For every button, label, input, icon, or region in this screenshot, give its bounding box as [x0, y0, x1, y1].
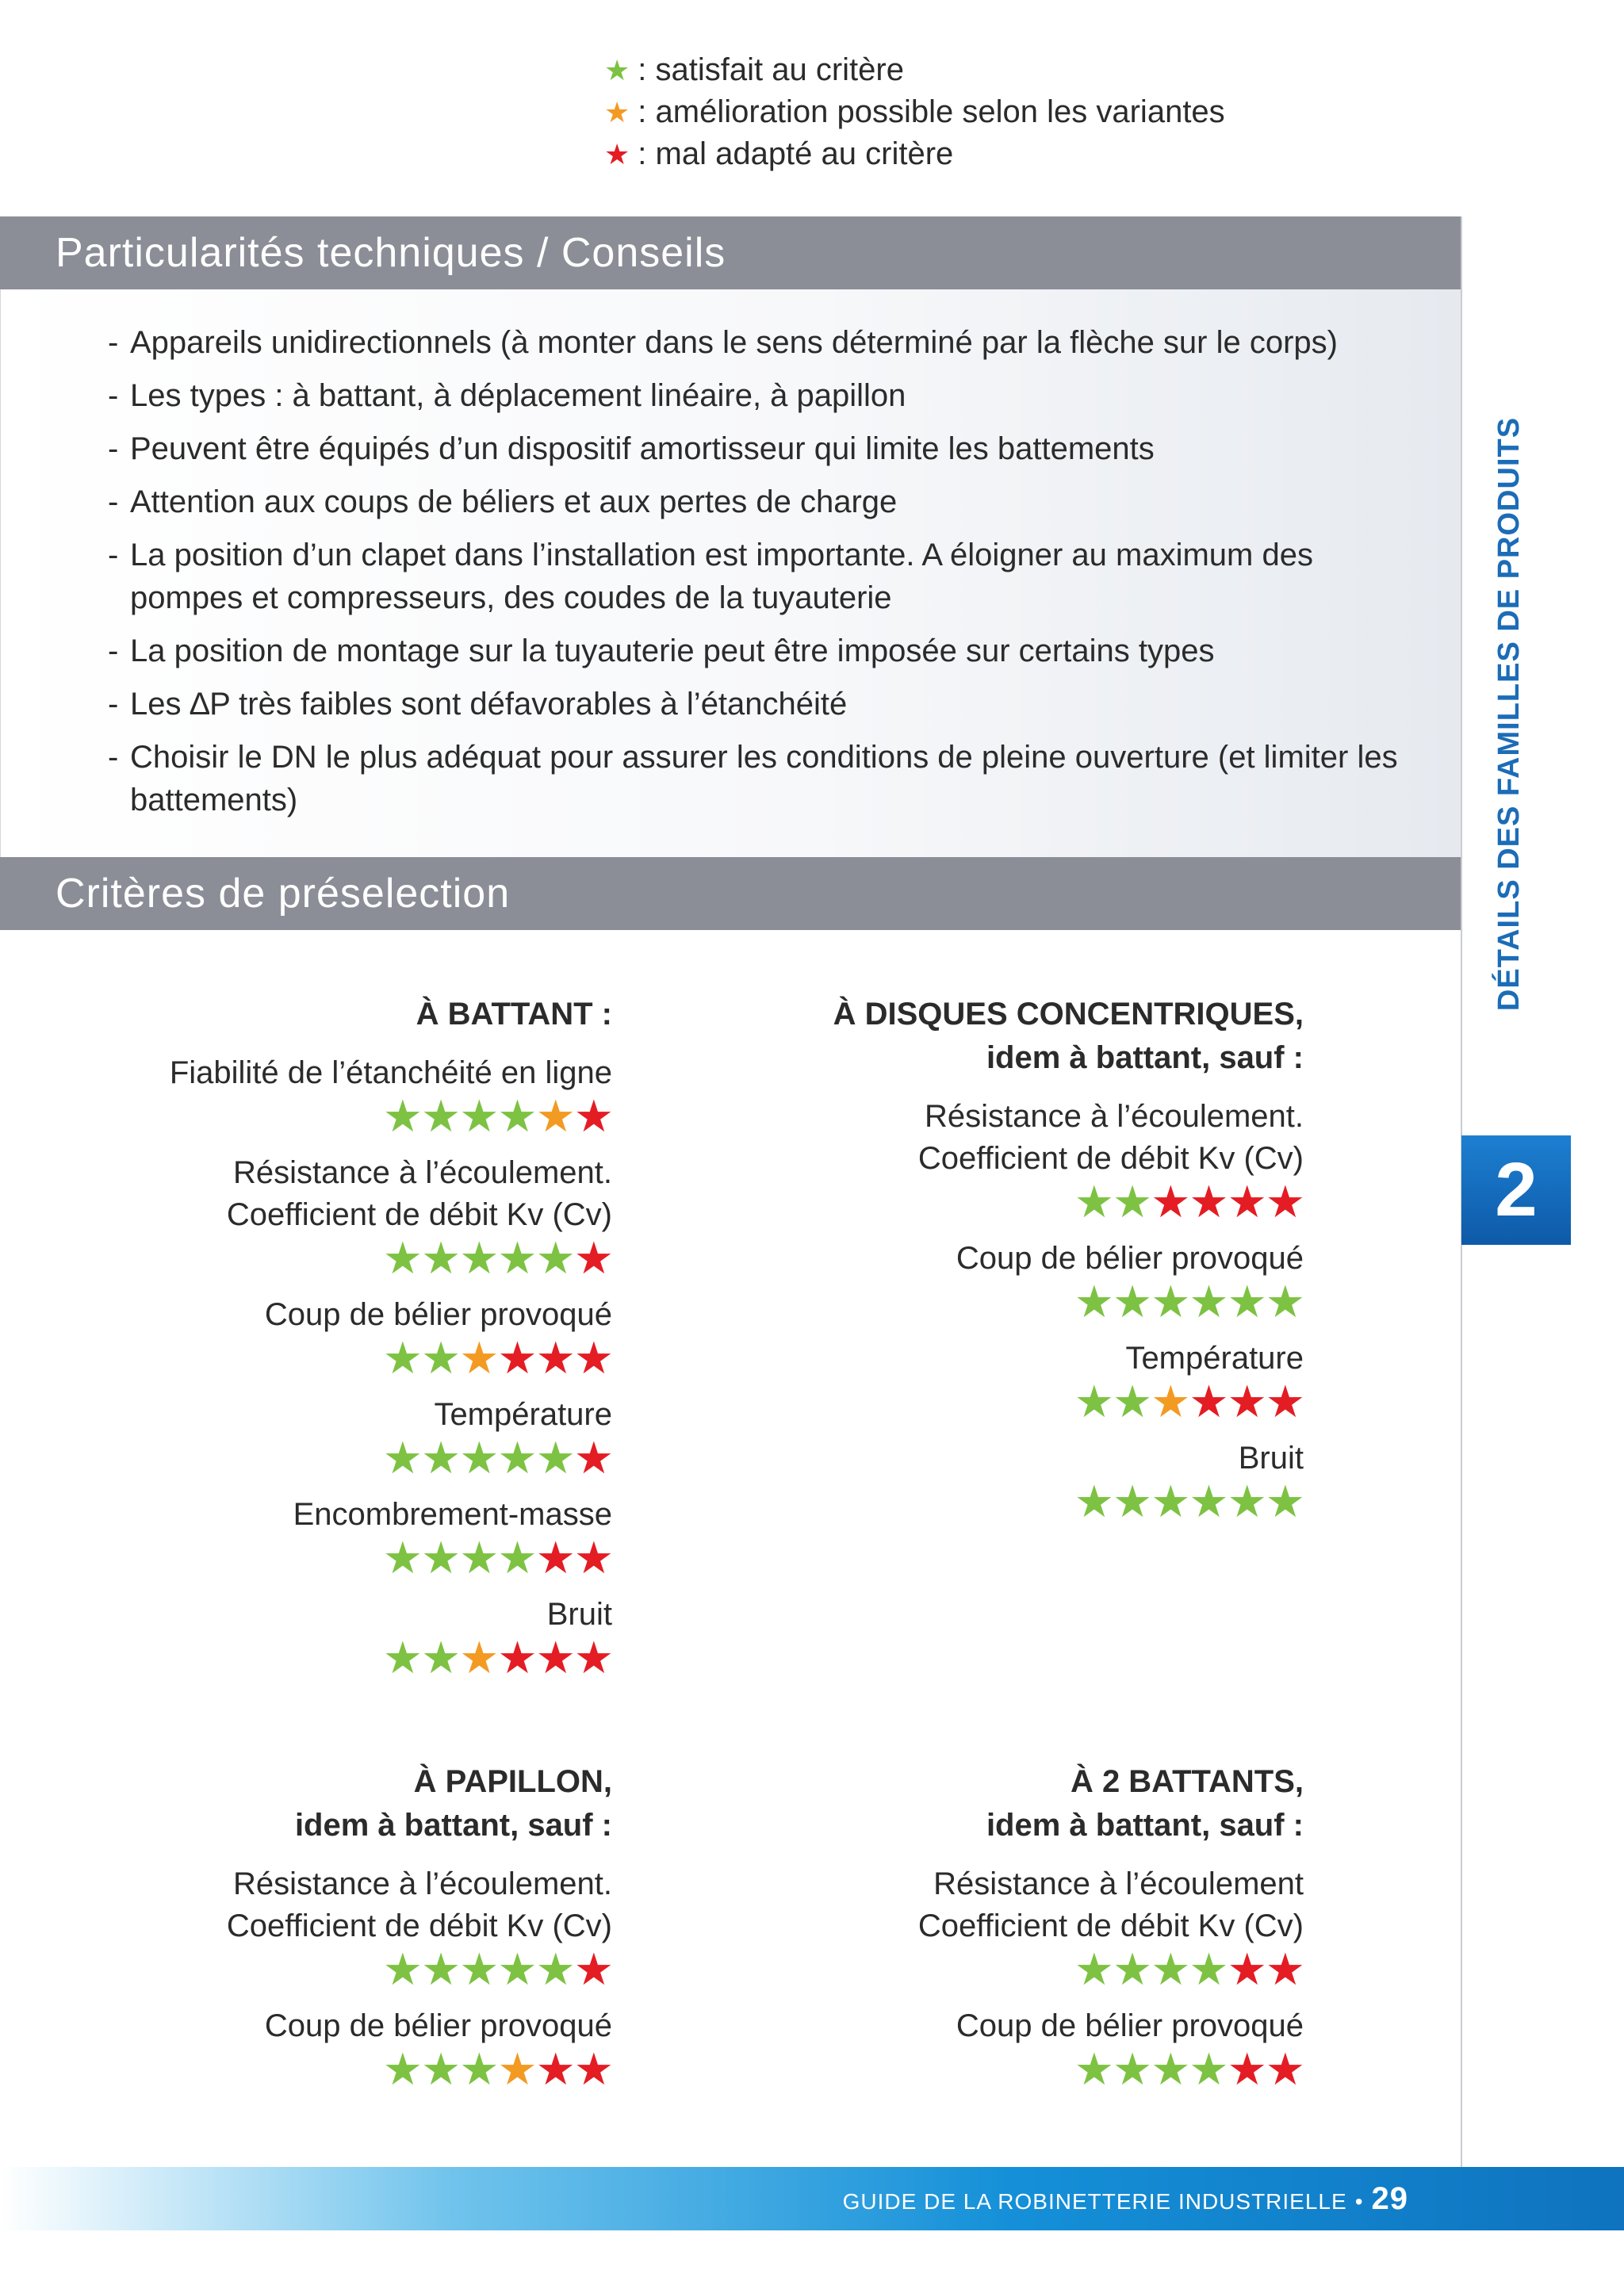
- tech-item: - La position de montage sur la tuyauterie peut être imposée sur certains types: [108, 630, 1424, 672]
- red-star-icon: ★: [573, 1091, 612, 1141]
- red-star-icon: ★: [573, 1944, 612, 1994]
- footer: [0, 2167, 1624, 2230]
- green-star-icon: ★: [1189, 1944, 1228, 1994]
- red-star-icon: ★: [573, 1333, 612, 1383]
- green-star-icon: ★: [1189, 1277, 1228, 1326]
- green-star-icon: ★: [535, 1944, 574, 1994]
- red-star-icon: ★: [1227, 2044, 1266, 2094]
- criteria-section-header: Critères de préselection: [0, 857, 1461, 930]
- group-title: [749, 993, 1304, 1080]
- group-title-line: À DISQUES CONCENTRIQUES,: [833, 997, 1304, 1032]
- criterion-label: Température: [434, 1397, 612, 1432]
- red-star-icon: ★: [1227, 1177, 1266, 1227]
- star-rating: [57, 1533, 612, 1583]
- red-star-icon: ★: [1265, 2044, 1304, 2094]
- star-rating: [57, 1091, 612, 1141]
- red-star-icon: ★: [535, 2044, 574, 2094]
- group-title-line: idem à battant, sauf :: [986, 1808, 1304, 1843]
- green-star-icon: ★: [420, 1633, 460, 1683]
- criterion: [749, 1238, 1304, 1324]
- green-star-icon: ★: [1112, 1177, 1151, 1227]
- green-star-icon: ★: [497, 1533, 536, 1583]
- criterion: [749, 1338, 1304, 1424]
- group-battant: [57, 993, 612, 1694]
- red-star-icon: ★: [604, 138, 630, 170]
- tech-item: - La position d’un clapet dans l’installation est importante. A éloigner au maximum des pompes et compresseurs, des coudes de la tuyauterie: [108, 534, 1424, 619]
- group-title-line: À 2 BATTANTS,: [1070, 1764, 1304, 1799]
- criterion-label: Coefficient de débit Kv (Cv): [226, 1908, 612, 1943]
- green-star-icon: ★: [382, 2044, 421, 2094]
- star-rating: [749, 2044, 1304, 2094]
- green-star-icon: ★: [382, 1091, 421, 1141]
- page-number: 29: [1371, 2181, 1408, 2216]
- green-star-icon: ★: [1265, 1277, 1304, 1326]
- criterion-label: Résistance à l’écoulement.: [924, 1099, 1304, 1134]
- star-rating: [57, 1333, 612, 1383]
- green-star-icon: ★: [420, 1533, 460, 1583]
- criterion-label: Coup de bélier provoqué: [264, 1297, 612, 1332]
- criterion: [749, 2005, 1304, 2092]
- green-star-icon: ★: [382, 1533, 421, 1583]
- criterion-label: Coup de bélier provoqué: [264, 2008, 612, 2043]
- red-star-icon: ★: [573, 1633, 612, 1683]
- group-title: [57, 1760, 612, 1847]
- red-star-icon: ★: [535, 1533, 574, 1583]
- green-star-icon: ★: [459, 1533, 498, 1583]
- criterion-label: Fiabilité de l’étanchéité en ligne: [169, 1055, 612, 1090]
- green-star-icon: ★: [1112, 1376, 1151, 1426]
- criterion-label: Encombrement-masse: [293, 1497, 612, 1532]
- green-star-icon: ★: [1074, 1944, 1113, 1994]
- criterion: [749, 1096, 1304, 1227]
- criterion: [57, 1594, 612, 1683]
- orange-star-icon: ★: [497, 2044, 536, 2094]
- green-star-icon: ★: [382, 1944, 421, 1994]
- criterion-label: Bruit: [1238, 1441, 1304, 1476]
- tech-item: - Attention aux coups de béliers et aux pertes de charge: [108, 480, 1424, 523]
- tech-item: - Peuvent être équipés d’un dispositif amortisseur qui limite les battements: [108, 427, 1424, 470]
- legend: [604, 49, 1225, 175]
- group-2-battants: [749, 1760, 1304, 2105]
- legend-unsuited-text: : mal adapté au critère: [638, 136, 954, 171]
- green-star-icon: ★: [420, 1233, 460, 1283]
- green-star-icon: ★: [420, 1944, 460, 1994]
- green-star-icon: ★: [1074, 2044, 1113, 2094]
- green-star-icon: ★: [1074, 1277, 1113, 1326]
- chapter-number: 2: [1461, 1135, 1571, 1245]
- criterion: [57, 2005, 612, 2092]
- tech-item: - Appareils unidirectionnels (à monter dans le sens déterminé par la flèche sur le corps): [108, 321, 1424, 364]
- legend-improvable-text: : amélioration possible selon les variantes: [638, 94, 1225, 129]
- red-star-icon: ★: [1227, 1376, 1266, 1426]
- green-star-icon: ★: [1074, 1476, 1113, 1526]
- orange-star-icon: ★: [604, 96, 630, 128]
- tech-item: - Les types : à battant, à déplacement linéaire, à papillon: [108, 374, 1424, 417]
- green-star-icon: ★: [1112, 1944, 1151, 1994]
- tech-item: - Les ∆P très faibles sont défavorables à l’étanchéité: [108, 683, 1424, 725]
- red-star-icon: ★: [535, 1333, 574, 1383]
- green-star-icon: ★: [382, 1233, 421, 1283]
- green-star-icon: ★: [1074, 1177, 1113, 1227]
- orange-star-icon: ★: [535, 1091, 574, 1141]
- red-star-icon: ★: [573, 1533, 612, 1583]
- group-title-line: idem à battant, sauf :: [986, 1040, 1304, 1075]
- star-rating: [749, 1376, 1304, 1426]
- star-rating: [57, 1233, 612, 1283]
- side-title: [1491, 317, 1529, 1110]
- green-star-icon: ★: [459, 2044, 498, 2094]
- orange-star-icon: ★: [459, 1333, 498, 1383]
- criterion-label: Résistance à l’écoulement: [933, 1866, 1304, 1901]
- group-title-line: À BATTANT :: [416, 997, 612, 1032]
- tech-section-header: Particularités techniques / Conseils: [0, 216, 1461, 289]
- group-disques-concentriques: [749, 993, 1304, 1537]
- green-star-icon: ★: [1074, 1376, 1113, 1426]
- group-title: [57, 993, 612, 1036]
- star-rating: [749, 1177, 1304, 1227]
- green-star-icon: ★: [1151, 2044, 1189, 2094]
- legend-satisfied-text: : satisfait au critère: [638, 52, 904, 87]
- criterion: [57, 1052, 612, 1139]
- orange-star-icon: ★: [459, 1633, 498, 1683]
- green-star-icon: ★: [604, 54, 630, 86]
- criterion: [57, 1152, 612, 1281]
- red-star-icon: ★: [573, 1233, 612, 1283]
- star-rating: [749, 1476, 1304, 1526]
- red-star-icon: ★: [573, 1433, 612, 1483]
- green-star-icon: ★: [1189, 1476, 1228, 1526]
- green-star-icon: ★: [497, 1233, 536, 1283]
- criterion: [749, 1438, 1304, 1524]
- legend-improvable: [604, 91, 1225, 133]
- star-rating: [57, 1633, 612, 1683]
- green-star-icon: ★: [1151, 1476, 1189, 1526]
- tech-panel: [0, 289, 1461, 857]
- red-star-icon: ★: [1265, 1376, 1304, 1426]
- green-star-icon: ★: [535, 1433, 574, 1483]
- green-star-icon: ★: [1189, 2044, 1228, 2094]
- green-star-icon: ★: [497, 1433, 536, 1483]
- criterion-label: Température: [1125, 1341, 1304, 1376]
- criterion-label: Coefficient de débit Kv (Cv): [226, 1197, 612, 1232]
- green-star-icon: ★: [382, 1333, 421, 1383]
- red-star-icon: ★: [573, 2044, 612, 2094]
- red-star-icon: ★: [497, 1333, 536, 1383]
- criterion: [57, 1494, 612, 1583]
- green-star-icon: ★: [1227, 1277, 1266, 1326]
- legend-unsuited: [604, 133, 1225, 175]
- red-star-icon: ★: [497, 1633, 536, 1683]
- criterion-label: Coefficient de débit Kv (Cv): [917, 1141, 1304, 1176]
- tech-item: - Choisir le DN le plus adéquat pour assurer les conditions de pleine ouverture (et limiter les battements): [108, 736, 1424, 821]
- green-star-icon: ★: [382, 1433, 421, 1483]
- green-star-icon: ★: [1151, 1277, 1189, 1326]
- orange-star-icon: ★: [1151, 1376, 1189, 1426]
- star-rating: [57, 2044, 612, 2094]
- green-star-icon: ★: [535, 1233, 574, 1283]
- red-star-icon: ★: [1227, 1944, 1266, 1994]
- green-star-icon: ★: [497, 1091, 536, 1141]
- criterion-label: Bruit: [546, 1597, 612, 1632]
- red-star-icon: ★: [1265, 1177, 1304, 1227]
- green-star-icon: ★: [1112, 1476, 1151, 1526]
- criterion-label: Coup de bélier provoqué: [956, 1241, 1304, 1276]
- group-title-line: À PAPILLON,: [413, 1764, 612, 1799]
- criterion: [57, 1294, 612, 1383]
- criterion-label: Résistance à l’écoulement.: [232, 1155, 612, 1190]
- star-rating: [749, 1277, 1304, 1326]
- green-star-icon: ★: [1151, 1944, 1189, 1994]
- red-star-icon: ★: [1151, 1177, 1189, 1227]
- red-star-icon: ★: [1189, 1376, 1228, 1426]
- footer-separator: •: [1354, 2189, 1364, 2214]
- criterion: [57, 1863, 612, 1992]
- side-title-text: DÉTAILS DES FAMILLES DE PRODUITS: [1492, 416, 1526, 1011]
- star-rating: [57, 1944, 612, 1994]
- red-star-icon: ★: [1189, 1177, 1228, 1227]
- red-star-icon: ★: [1265, 1944, 1304, 1994]
- group-papillon: [57, 1760, 612, 2105]
- green-star-icon: ★: [1112, 1277, 1151, 1326]
- green-star-icon: ★: [420, 1433, 460, 1483]
- green-star-icon: ★: [497, 1944, 536, 1994]
- green-star-icon: ★: [459, 1944, 498, 1994]
- criterion: [749, 1863, 1304, 1992]
- group-title-line: idem à battant, sauf :: [294, 1808, 612, 1843]
- star-rating: [749, 1944, 1304, 1994]
- green-star-icon: ★: [459, 1433, 498, 1483]
- green-star-icon: ★: [420, 2044, 460, 2094]
- star-rating: [57, 1433, 612, 1483]
- red-star-icon: ★: [535, 1633, 574, 1683]
- criterion: [57, 1394, 612, 1483]
- criterion-label: Coup de bélier provoqué: [956, 2008, 1304, 2043]
- group-title: [749, 1760, 1304, 1847]
- criterion-label: Coefficient de débit Kv (Cv): [917, 1908, 1304, 1943]
- green-star-icon: ★: [459, 1233, 498, 1283]
- legend-satisfied: [604, 49, 1225, 91]
- green-star-icon: ★: [382, 1633, 421, 1683]
- green-star-icon: ★: [1227, 1476, 1266, 1526]
- green-star-icon: ★: [420, 1091, 460, 1141]
- footer-title: GUIDE DE LA ROBINETTERIE INDUSTRIELLE: [842, 2189, 1347, 2214]
- green-star-icon: ★: [420, 1333, 460, 1383]
- green-star-icon: ★: [1265, 1476, 1304, 1526]
- criterion-label: Résistance à l’écoulement.: [232, 1866, 612, 1901]
- tech-list: [108, 321, 1424, 832]
- footer-text: [843, 2167, 1408, 2234]
- green-star-icon: ★: [1112, 2044, 1151, 2094]
- green-star-icon: ★: [459, 1091, 498, 1141]
